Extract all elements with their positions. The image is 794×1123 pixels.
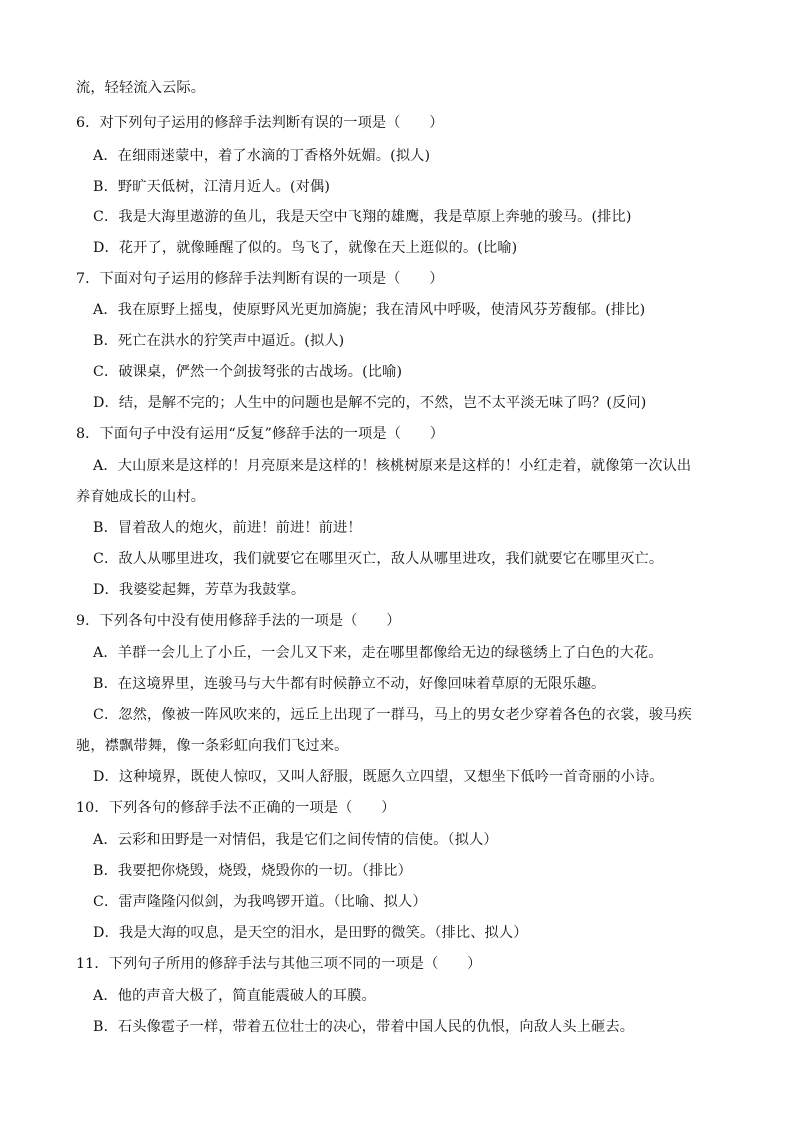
question-9-stem: 9．下列各句中没有使用修辞手法的一项是（ ） — [76, 613, 401, 629]
question-8-option-a: A．大山原来是这样的！月亮原来是这样的！核桃树原来是这样的！小红走着，就像第一次认出 — [93, 458, 692, 474]
question-10-option-b: B．我要把你烧毁，烧毁，烧毁你的一切。（排比） — [93, 863, 412, 879]
question-6-option-c: C．我是大海里遨游的鱼儿，我是天空中飞翔的雄鹰，我是草原上奔驰的骏马。(排比) — [93, 209, 632, 225]
question-7-option-c: C．破课桌，俨然一个剑拔弩张的古战场。(比喻) — [93, 364, 403, 380]
question-7-option-b: B．死亡在洪水的狞笑声中逼近。(拟人) — [93, 333, 345, 349]
question-8-option-c: C．敌人从哪里进攻，我们就要它在哪里灭亡，敌人从哪里进攻，我们就要它在哪里灭亡。 — [93, 551, 664, 567]
question-8-stem: 8．下面句子中没有运用“反复”修辞手法的一项是（ ） — [76, 426, 445, 442]
question-8-option-b: B．冒着敌人的炮火，前进！前进！前进！ — [93, 520, 362, 536]
question-7-option-a: A．我在原野上摇曳，使原野风光更加旖旎；我在清风中呼吸，使清风芬芳馥郁。(排比) — [93, 302, 646, 318]
question-11-option-b: B．石头像雹子一样，带着五位壮士的决心，带着中国人民的仇恨，向敌人头上砸去。 — [93, 1019, 635, 1035]
question-7-option-d: D．结，是解不完的；人生中的问题也是解不完的，不然，岂不太平淡无味了吗？(反问) — [93, 395, 647, 411]
intro-continuation: 流，轻轻流入云际。 — [76, 80, 206, 96]
question-9-option-a: A．羊群一会儿上了小丘，一会儿又下来，走在哪里都像给无边的绿毯绣上了白色的大花。 — [93, 645, 663, 661]
question-11-stem: 11．下列句子所用的修辞手法与其他三项不同的一项是（ ） — [76, 956, 482, 972]
question-9-option-b: B．在这境界里，连骏马与大牛都有时候静立不动，好像回味着草原的无限乐趣。 — [93, 676, 606, 692]
question-6-stem: 6．对下列句子运用的修辞手法判断有误的一项是（ ） — [76, 115, 444, 131]
question-6-option-d: D．花开了，就像睡醒了似的。鸟飞了，就像在天上逛似的。(比喻) — [93, 240, 518, 256]
question-10-stem: 10．下列各句的修辞手法不正确的一项是（ ） — [76, 800, 396, 816]
question-9-option-c-continued: 驰，襟飘带舞，像一条彩虹向我们飞过来。 — [76, 738, 349, 754]
question-8-option-a-continued: 养育她成长的山村。 — [76, 489, 206, 505]
question-9-option-c: C．忽然，像被一阵风吹来的，远丘上出现了一群马，马上的男女老少穿着各色的衣裳，骏马疾 — [93, 707, 692, 723]
question-6-option-b: B．野旷天低树，江清月近人。(对偶) — [93, 179, 331, 195]
question-7-stem: 7．下面对句子运用的修辞手法判断有误的一项是（ ） — [76, 271, 444, 287]
question-9-option-d: D．这种境界，既使人惊叹，又叫人舒服，既愿久立四望，又想坐下低吟一首奇丽的小诗。 — [93, 769, 664, 785]
question-10-option-d: D．我是大海的叹息，是天空的泪水，是田野的微笑。（排比、拟人） — [93, 925, 528, 941]
question-10-option-c: C．雷声隆隆闪似剑，为我鸣锣开道。（比喻、拟人） — [93, 894, 427, 910]
question-10-option-a: A．云彩和田野是一对情侣，我是它们之间传情的信使。（拟人） — [93, 832, 498, 848]
question-6-option-a: A．在细雨迷蒙中，着了水滴的丁香格外妩媚。(拟人) — [93, 148, 431, 164]
question-8-option-d: D．我婆娑起舞，芳草为我鼓掌。 — [93, 582, 306, 598]
question-11-option-a: A．他的声音大极了，简直能震破人的耳膜。 — [93, 988, 376, 1004]
